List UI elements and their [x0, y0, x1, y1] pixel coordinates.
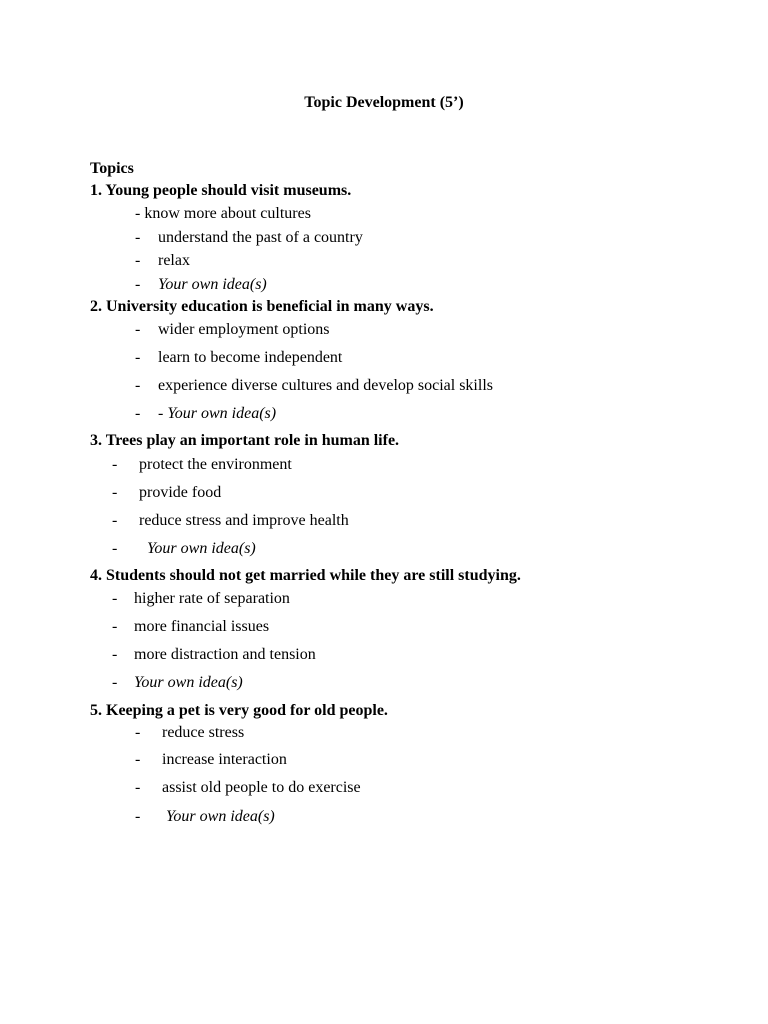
bullet-dash: -: [135, 724, 141, 741]
bullet-dash: -: [112, 674, 118, 691]
topic-1-item-1: - know more about cultures: [135, 205, 311, 222]
bullet-dash: -: [112, 456, 118, 473]
bullet-dash: -: [112, 484, 118, 501]
bullet-dash: -: [135, 229, 141, 246]
topic-5-item-3: assist old people to do exercise: [162, 779, 361, 796]
topic-5-item-4: Your own idea(s): [166, 808, 275, 825]
topic-2-item-4: [158, 404, 276, 424]
topic-heading-1: 1. Young people should visit museums.: [90, 182, 352, 199]
bullet-dash: -: [135, 321, 141, 338]
topic-4-item-1: higher rate of separation: [134, 590, 290, 607]
bullet-dash: -: [135, 276, 141, 293]
topic-2-item-3: experience diverse cultures and develop social skills: [158, 377, 493, 394]
topic-heading-2: 2. University education is beneficial in many ways.: [90, 298, 434, 315]
topic-heading-5: 5. Keeping a pet is very good for old people.: [90, 702, 388, 719]
topics-label: Topics: [90, 160, 134, 177]
topic-5-item-1: reduce stress: [162, 724, 245, 741]
topic-3-item-1: protect the environment: [139, 456, 292, 473]
topic-4-item-4: Your own idea(s): [134, 674, 243, 691]
topic-3-item-2: provide food: [139, 484, 222, 501]
page-title: Topic Development (5’): [304, 94, 464, 111]
topic-2-item-4-text: Your own idea(s): [167, 405, 277, 422]
bullet-dash: -: [135, 252, 141, 269]
topic-2-item-1: wider employment options: [158, 321, 330, 338]
topic-4-item-2: more financial issues: [134, 618, 270, 635]
topic-2-item-2: learn to become independent: [158, 349, 343, 366]
bullet-dash: -: [135, 349, 141, 366]
topic-1-item-3: relax: [158, 252, 190, 269]
bullet-dash: -: [135, 751, 141, 768]
bullet-dash: -: [135, 405, 141, 422]
topic-1-item-4: Your own idea(s): [158, 276, 267, 293]
bullet-dash: -: [112, 646, 118, 663]
topic-heading-4: 4. Students should not get married while they are still studying.: [90, 567, 521, 584]
bullet-dash: -: [135, 808, 141, 825]
bullet-dash: -: [112, 512, 118, 529]
bullet-dash: -: [135, 779, 141, 796]
topic-5-item-2: increase interaction: [162, 751, 287, 768]
bullet-dash: -: [112, 590, 118, 607]
bullet-dash: -: [112, 540, 118, 557]
bullet-dash: -: [135, 377, 141, 394]
topic-heading-3: 3. Trees play an important role in human life.: [90, 432, 400, 449]
inline-dash: -: [158, 405, 168, 422]
topic-4-item-3: more distraction and tension: [134, 646, 316, 663]
topic-3-item-3: reduce stress and improve health: [139, 512, 349, 529]
topic-3-item-4: Your own idea(s): [147, 540, 256, 557]
bullet-dash: -: [112, 618, 118, 635]
topic-1-item-2: understand the past of a country: [158, 229, 363, 246]
